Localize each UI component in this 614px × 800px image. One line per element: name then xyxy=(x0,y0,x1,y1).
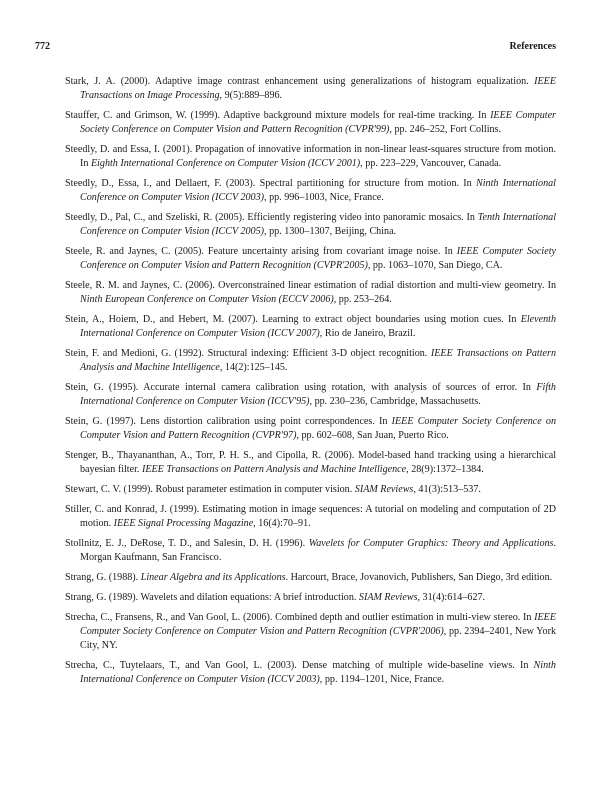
ref-details: , Rio de Janeiro, Brazil. xyxy=(319,328,416,339)
reference-entry xyxy=(65,143,556,171)
ref-details: , pp. 1063–1070, San Diego, CA. xyxy=(367,260,503,271)
ref-venue: IEEE Transactions on Image Processing xyxy=(80,76,556,101)
ref-venue: IEEE Computer Society Conference on Computer Vision and Pattern Recognition (CVPR'2006) xyxy=(80,612,556,637)
ref-details: , 28(9):1372–1384. xyxy=(406,464,484,475)
ref-title: Learning to extract object boundaries using motion cues. In xyxy=(262,314,521,325)
ref-details: , pp. 253–264. xyxy=(333,294,392,305)
ref-authors: Strang, G. (1989). xyxy=(65,592,141,603)
reference-entry xyxy=(65,245,556,273)
ref-authors: Stewart, C. V. (1999). xyxy=(65,484,156,495)
reference-entry xyxy=(65,75,556,103)
ref-title: Adaptive background mixture models for real-time tracking. In xyxy=(223,110,491,121)
ref-venue: IEEE Computer Society Conference on Computer Vision and Pattern Recognition (CVPR'97) xyxy=(80,416,557,441)
ref-details: , pp. 1194–1201, Nice, France. xyxy=(319,674,445,685)
ref-details: . Harcourt, Brace, Jovanovich, Publishers, San Diego, 3rd edition. xyxy=(285,572,553,583)
ref-authors: Stein, A., Hoiem, D., and Hebert, M. (2007). xyxy=(65,314,263,325)
ref-venue: IEEE Transactions on Pattern Analysis and Machine Intelligence xyxy=(141,464,407,475)
ref-title: Propagation of innovative information in non-linear least-squares structure from motion. In xyxy=(80,144,556,169)
ref-authors: Stein, G. (1995). xyxy=(65,382,144,393)
ref-authors: Stark, J. A. (2000). xyxy=(65,76,156,87)
ref-venue: IEEE Signal Processing Magazine xyxy=(113,518,254,529)
reference-entry xyxy=(65,177,556,205)
ref-title: Overconstrained linear estimation of radial distortion and multi-view geometry. In xyxy=(218,280,556,291)
reference-entry xyxy=(65,571,556,585)
reference-entry xyxy=(65,449,556,477)
ref-venue: SIAM Reviews xyxy=(354,484,414,495)
ref-title: Spectral partitioning for structure from motion. In xyxy=(259,178,476,189)
ref-venue: Linear Algebra and its Applications xyxy=(140,572,286,583)
ref-venue: IEEE Transactions on Pattern Analysis and Machine Intelligence xyxy=(80,348,556,373)
ref-details: , pp. 230–236, Cambridge, Massachusetts. xyxy=(309,396,481,407)
ref-details: , pp. 996–1003, Nice, France. xyxy=(264,192,384,203)
ref-authors: Steele, R. and Jaynes, C. (2005). xyxy=(65,246,208,257)
reference-entry xyxy=(65,211,556,239)
page-number: 772 xyxy=(35,41,50,52)
ref-title: Structural indexing: Efficient 3-D object recognition. xyxy=(207,348,431,359)
reference-entry xyxy=(65,537,556,565)
ref-authors: Stenger, B., Thayananthan, A., Torr, P. H. S., and Cipolla, R. (2006). xyxy=(65,450,358,461)
ref-venue: Fifth International Conference on Computer Vision (ICCV'95) xyxy=(80,382,556,407)
ref-authors: Steedly, D., Pal, C., and Szeliski, R. (2005). xyxy=(65,212,248,223)
ref-title: Robust parameter estimation in computer vision. xyxy=(155,484,355,495)
ref-venue: Ninth International Conference on Computer Vision (ICCV 2003) xyxy=(80,178,556,203)
ref-details: . Morgan Kaufmann, San Francisco. xyxy=(80,538,556,563)
reference-entry xyxy=(65,415,556,443)
ref-venue: IEEE Computer Society Conference on Computer Vision and Pattern Recognition (CVPR'2005) xyxy=(80,246,556,271)
ref-title: Adaptive image contrast enhancement using generalizations of histogram equalization. xyxy=(155,76,535,87)
reference-entry xyxy=(65,591,556,605)
ref-authors: Steele, R. M. and Jaynes, C. (2006). xyxy=(65,280,219,291)
ref-title: Accurate internal camera calibration using rotation, with analysis of sources of error. In xyxy=(143,382,537,393)
ref-authors: Strang, G. (1988). xyxy=(65,572,141,583)
ref-details: , 9(5):889–896. xyxy=(219,90,283,101)
ref-venue: Ninth European Conference on Computer Vision (ECCV 2006) xyxy=(80,294,334,305)
ref-authors: Strecha, C., Tuytelaars, T., and Van Gool, L. (2003). xyxy=(65,660,302,671)
ref-details: , pp. 2394–2401, New York City, NY. xyxy=(80,626,556,651)
running-title: References xyxy=(509,41,556,52)
ref-details: , pp. 1300–1307, Beijing, China. xyxy=(264,226,397,237)
ref-title: Efficiently registering video into panoramic mosaics. In xyxy=(247,212,478,223)
reference-entry xyxy=(65,279,556,307)
reference-entry xyxy=(65,347,556,375)
reference-entry xyxy=(65,503,556,531)
ref-venue: SIAM Reviews xyxy=(358,592,418,603)
ref-authors: Stiller, C. and Konrad, J. (1999). xyxy=(65,504,203,515)
reference-entry xyxy=(65,611,556,653)
ref-venue: Tenth International Conference on Computer Vision (ICCV 2005) xyxy=(80,212,556,237)
reference-entry xyxy=(65,313,556,341)
ref-authors: Stein, G. (1997). xyxy=(65,416,141,427)
ref-venue: Ninth International Conference on Computer Vision (ICCV 2003) xyxy=(80,660,556,685)
page-header xyxy=(35,41,556,55)
ref-venue: IEEE Computer Society Conference on Computer Vision and Pattern Recognition (CVPR'99) xyxy=(80,110,556,135)
reference-entry xyxy=(65,659,556,687)
reference-entry xyxy=(65,483,556,497)
ref-venue: Wavelets for Computer Graphics: Theory and Applications xyxy=(308,538,554,549)
ref-details: , 14(2):125–145. xyxy=(219,362,288,373)
ref-authors: Stein, F. and Medioni, G. (1992). xyxy=(65,348,208,359)
ref-details: , 16(4):70–91. xyxy=(253,518,311,529)
ref-details: , pp. 246–252, Fort Collins. xyxy=(389,124,502,135)
reference-entry xyxy=(65,381,556,409)
ref-details: , 41(3):513–537. xyxy=(413,484,481,495)
ref-title: Combined depth and outlier estimation in multi-view stereo. In xyxy=(275,612,535,623)
ref-details: , 31(4):614–627. xyxy=(417,592,486,603)
ref-authors: Steedly, D. and Essa, I. (2001). xyxy=(65,144,196,155)
ref-title: Dense matching of multiple wide-baseline views. In xyxy=(301,660,534,671)
ref-title: Feature uncertainty arising from covariant image noise. In xyxy=(207,246,457,257)
ref-title: Model-based hand tracking using a hierarchical bayesian filter. xyxy=(80,450,556,475)
ref-details: , pp. 223–229, Vancouver, Canada. xyxy=(360,158,502,169)
ref-authors: Strecha, C., Fransens, R., and Van Gool, L. (2006). xyxy=(65,612,276,623)
ref-venue: Eleventh International Conference on Computer Vision (ICCV 2007) xyxy=(80,314,556,339)
reference-entry xyxy=(65,109,556,137)
ref-authors: Stauffer, C. and Grimson, W. (1999). xyxy=(65,110,224,121)
ref-title: Wavelets and dilation equations: A brief introduction. xyxy=(140,592,359,603)
ref-title: Lens distortion calibration using point correspondences. In xyxy=(140,416,392,427)
ref-authors: Steedly, D., Essa, I., and Dellaert, F. (2003). xyxy=(65,178,260,189)
ref-title: Estimating motion in image sequences: A tutorial on modeling and computation of 2D motion. xyxy=(80,504,556,529)
reference-list xyxy=(65,75,556,693)
ref-venue: Eighth International Conference on Computer Vision (ICCV 2001) xyxy=(90,158,361,169)
ref-details: , pp. 602–608, San Juan, Puerto Rico. xyxy=(296,430,449,441)
ref-authors: Stollnitz, E. J., DeRose, T. D., and Salesin, D. H. (1996). xyxy=(65,538,309,549)
